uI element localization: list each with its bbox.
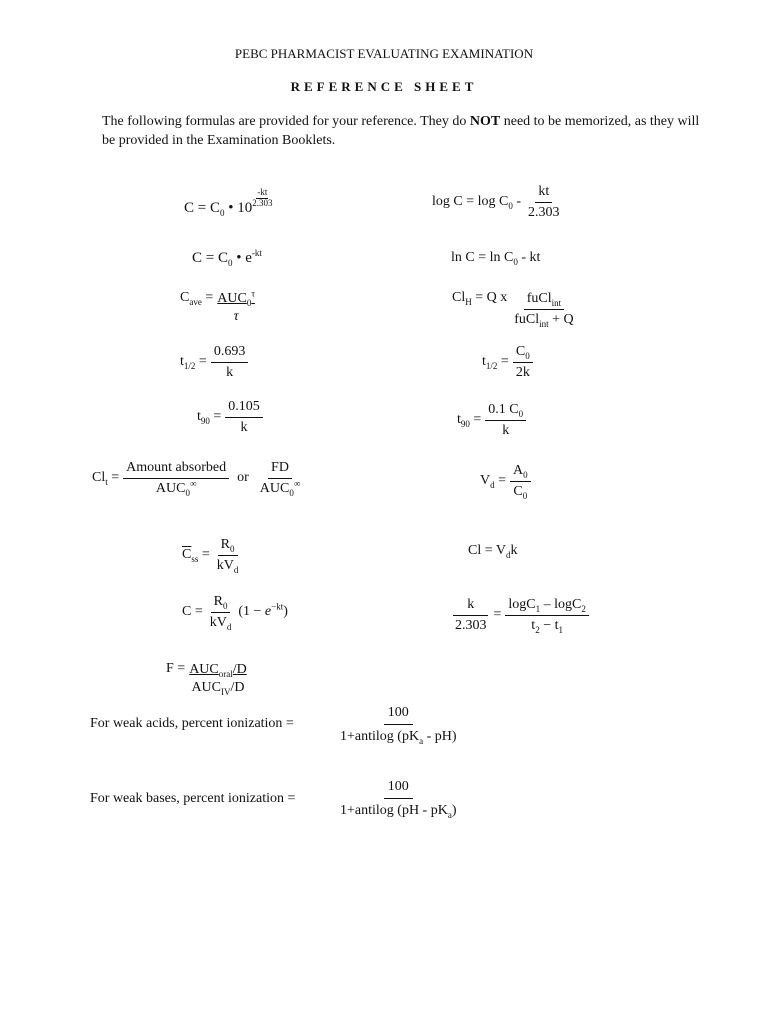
- f1-sub0: 0: [219, 208, 225, 218]
- f16-den: 2.303: [455, 617, 487, 633]
- f2-sub0: 0: [508, 200, 513, 211]
- formula-log-c: [432, 183, 563, 221]
- formula-weak-acids-label: For weak acids, percent ionization =: [90, 716, 294, 731]
- f14-rest: k: [510, 543, 518, 558]
- f15-paren-close: ): [283, 604, 288, 619]
- f6-sub: H: [465, 296, 472, 307]
- f11-den2-sub: 0: [289, 487, 294, 498]
- formula-weak-bases-fraction: [337, 778, 460, 819]
- f10-t: t: [457, 412, 461, 427]
- f9-fraction: [225, 398, 263, 436]
- f16-num2-sub2: 2: [581, 603, 586, 614]
- f11-fraction-2: [257, 459, 303, 497]
- f16-fraction-1: [452, 596, 490, 634]
- f1-exponent: [252, 188, 272, 209]
- f14-sub: d: [505, 549, 511, 560]
- f2-lhs: log C = log C: [432, 194, 509, 209]
- f5-sub: ave: [189, 296, 202, 307]
- f17-den-sub: IV: [221, 686, 231, 697]
- f13-den: kV: [216, 557, 234, 573]
- f6-den-sub: int: [539, 318, 549, 329]
- f17-fraction: [189, 661, 247, 697]
- f3-sub0: 0: [227, 258, 233, 268]
- f15-den: kV: [209, 614, 227, 630]
- f9-den: k: [240, 419, 248, 435]
- f10-num: 0.1 C: [488, 402, 519, 417]
- f7-sub: 1/2: [183, 360, 196, 371]
- f11-sub: t: [105, 476, 108, 487]
- f19-num: 100: [384, 778, 413, 799]
- formula-ln-c: [451, 250, 540, 266]
- f16-num: k: [453, 596, 488, 616]
- f2-num: kt: [535, 183, 552, 203]
- f13-sub: ss: [191, 553, 199, 564]
- f16-den2: t: [531, 617, 536, 633]
- f9-num: 0.105: [225, 398, 263, 418]
- f7-eq: =: [195, 354, 207, 369]
- formula-first-order-exp10: [184, 187, 273, 221]
- f19-den-a: 1+antilog (pH - pK: [340, 802, 448, 818]
- f1-exp-num: -kt: [257, 187, 268, 197]
- f13-num-sub: 0: [230, 543, 235, 554]
- f8-sub: 1/2: [485, 360, 498, 371]
- f8-num-sub: 0: [525, 350, 530, 361]
- f16-den2-sub2: 1: [558, 624, 563, 635]
- f11-num2: FD: [268, 459, 292, 479]
- f6-den-rest: + Q: [548, 311, 574, 327]
- formula-weak-bases-label: For weak bases, percent ionization =: [90, 791, 296, 806]
- f19-den-b: ): [451, 802, 457, 818]
- f11-num1: Amount absorbed: [123, 459, 229, 479]
- formula-t90-zero-order: [457, 401, 526, 439]
- f8-den: 2k: [515, 364, 530, 380]
- f3-lhs: C = C: [192, 250, 228, 266]
- f5-num: AUC: [217, 291, 247, 306]
- f8-num: C: [515, 344, 526, 359]
- f9-sub: 90: [200, 415, 210, 426]
- f16-fraction-2: [505, 596, 588, 634]
- f16-num2: logC: [508, 597, 536, 612]
- f18-den-sub: a: [419, 735, 424, 746]
- f11-den1-sup: ∞: [189, 477, 197, 488]
- f18-den-b: - pH): [423, 728, 457, 744]
- f1-dot: • 10: [224, 200, 253, 216]
- f15-num: R: [213, 594, 223, 609]
- formula-half-life-zero-order: [482, 343, 533, 381]
- f10-fraction: [485, 401, 526, 439]
- f2-minus: -: [512, 194, 522, 209]
- f13-fraction: [214, 536, 242, 574]
- f12-num-sub: 0: [523, 469, 528, 480]
- f1-lhs: C = C: [184, 200, 220, 216]
- f12-num: A: [513, 463, 524, 478]
- intro-paragraph: [102, 112, 702, 150]
- f8-t: t: [482, 354, 486, 369]
- f15-num-sub: 0: [222, 600, 228, 611]
- f7-den: k: [226, 364, 234, 380]
- f5-c: C: [180, 290, 190, 305]
- intro-bold-not: NOT: [469, 114, 501, 129]
- f16-den2-sub1: 2: [535, 624, 540, 635]
- f2-den: 2.303: [528, 204, 560, 220]
- f16-num2-mid: – logC: [540, 597, 582, 612]
- f12-den: C: [513, 483, 523, 499]
- f15-den-sub: d: [226, 621, 232, 632]
- f13-c: $\overline{C}$: [182, 547, 192, 562]
- f13-num: R: [220, 537, 230, 552]
- f4-sub0: 0: [513, 256, 518, 267]
- f11-eq: =: [107, 470, 120, 485]
- f11-den1: AUC: [155, 480, 186, 496]
- formula-weak-acids-fraction: [337, 704, 460, 745]
- f13-den-sub: d: [233, 564, 239, 575]
- f6-eq: = Q x: [471, 290, 508, 305]
- page-subtitle: REFERENCE SHEET: [290, 79, 478, 94]
- f12-sub: d: [490, 479, 495, 490]
- f17-num: AUC: [189, 662, 219, 677]
- f4-rest: - kt: [517, 250, 541, 265]
- f6-den: fuCl: [514, 311, 540, 327]
- formula-infusion-concentration: [182, 593, 288, 631]
- f11-or: or: [237, 470, 249, 485]
- formula-bioavailability: [166, 661, 247, 697]
- f8-eq: =: [497, 354, 509, 369]
- f5-fraction: [217, 290, 255, 325]
- f18-den-a: 1+antilog (pK: [340, 728, 420, 744]
- intro-text-2: need to be memorized, as they will be provided in the Examination Booklets.: [102, 114, 700, 148]
- f16-num2-sub1: 1: [535, 603, 541, 614]
- f6-num: fuCl: [526, 291, 552, 306]
- formula-half-life-first-order: [180, 343, 248, 381]
- f15-lhs: C =: [182, 604, 203, 619]
- formula-volume-distribution: [480, 462, 531, 500]
- f9-eq: =: [209, 409, 222, 424]
- f7-t: t: [180, 354, 184, 369]
- f12-den-sub: 0: [522, 490, 528, 501]
- f5-eq: =: [201, 290, 214, 305]
- f12-fraction: [510, 462, 531, 500]
- f17-num-rest: /D: [232, 662, 247, 677]
- formula-elimination-rate: [452, 596, 589, 634]
- f6-fraction: [511, 290, 576, 328]
- f11-den2: AUC: [259, 480, 290, 496]
- f5-num-sup: τ: [251, 288, 255, 299]
- f16-den2-mid: − t: [539, 617, 559, 633]
- f15-fraction: [207, 593, 235, 631]
- f8-fraction: [513, 343, 533, 381]
- f10-sub: 90: [460, 418, 470, 429]
- f10-eq: =: [469, 412, 482, 427]
- intro-text-1: The following formulas are provided for your reference. They do: [102, 114, 470, 129]
- f11-fraction-1: [123, 459, 229, 497]
- f7-num: 0.693: [211, 343, 249, 363]
- formula-c-ave: [180, 290, 255, 325]
- f5-num-sub: 0: [246, 297, 252, 308]
- f15-exp: −kt: [271, 601, 284, 612]
- f4-lhs: ln C = ln C: [451, 250, 514, 265]
- formula-hepatic-clearance: [452, 290, 577, 328]
- f17-lhs: F =: [166, 661, 186, 676]
- f17-den-rest: /D: [230, 680, 245, 696]
- f13-eq: =: [198, 547, 210, 562]
- f3-dot: • e: [232, 250, 252, 266]
- f12-eq: =: [494, 473, 507, 488]
- f9-t: t: [197, 409, 201, 424]
- f18-num: 100: [384, 704, 413, 725]
- page-title: PEBC PHARMACIST EVALUATING EXAMINATION: [234, 46, 534, 61]
- f11-den1-sub: 0: [185, 487, 190, 498]
- f10-den: k: [502, 422, 510, 438]
- f16-eq: =: [493, 607, 502, 622]
- f2-fraction: [525, 183, 563, 221]
- f19-den-sub: a: [447, 809, 452, 820]
- f10-num-sub: 0: [518, 408, 524, 419]
- f7-fraction: [211, 343, 249, 381]
- f5-den: τ: [233, 308, 239, 324]
- formula-css: [182, 536, 241, 574]
- f15-e: e: [264, 604, 272, 619]
- f17-den: AUC: [191, 680, 221, 696]
- formula-t90-first-order: [197, 398, 263, 436]
- f17-num-sub: oral: [218, 668, 233, 679]
- f11-den2-sup: ∞: [293, 477, 301, 488]
- formula-total-clearance: [92, 459, 303, 497]
- f12-v: V: [480, 473, 491, 488]
- f15-paren-open: (1 −: [238, 604, 265, 619]
- f6-num-sub: int: [551, 297, 562, 308]
- f1-exp-den: 2.303: [252, 197, 273, 208]
- formula-clearance-vdk: [468, 543, 517, 559]
- f6-c: Cl: [452, 290, 466, 305]
- f3-exp: -kt: [251, 248, 262, 258]
- f11-c: Cl: [92, 470, 106, 485]
- f14-text: Cl = V: [468, 543, 506, 558]
- formula-first-order-e: [192, 250, 262, 267]
